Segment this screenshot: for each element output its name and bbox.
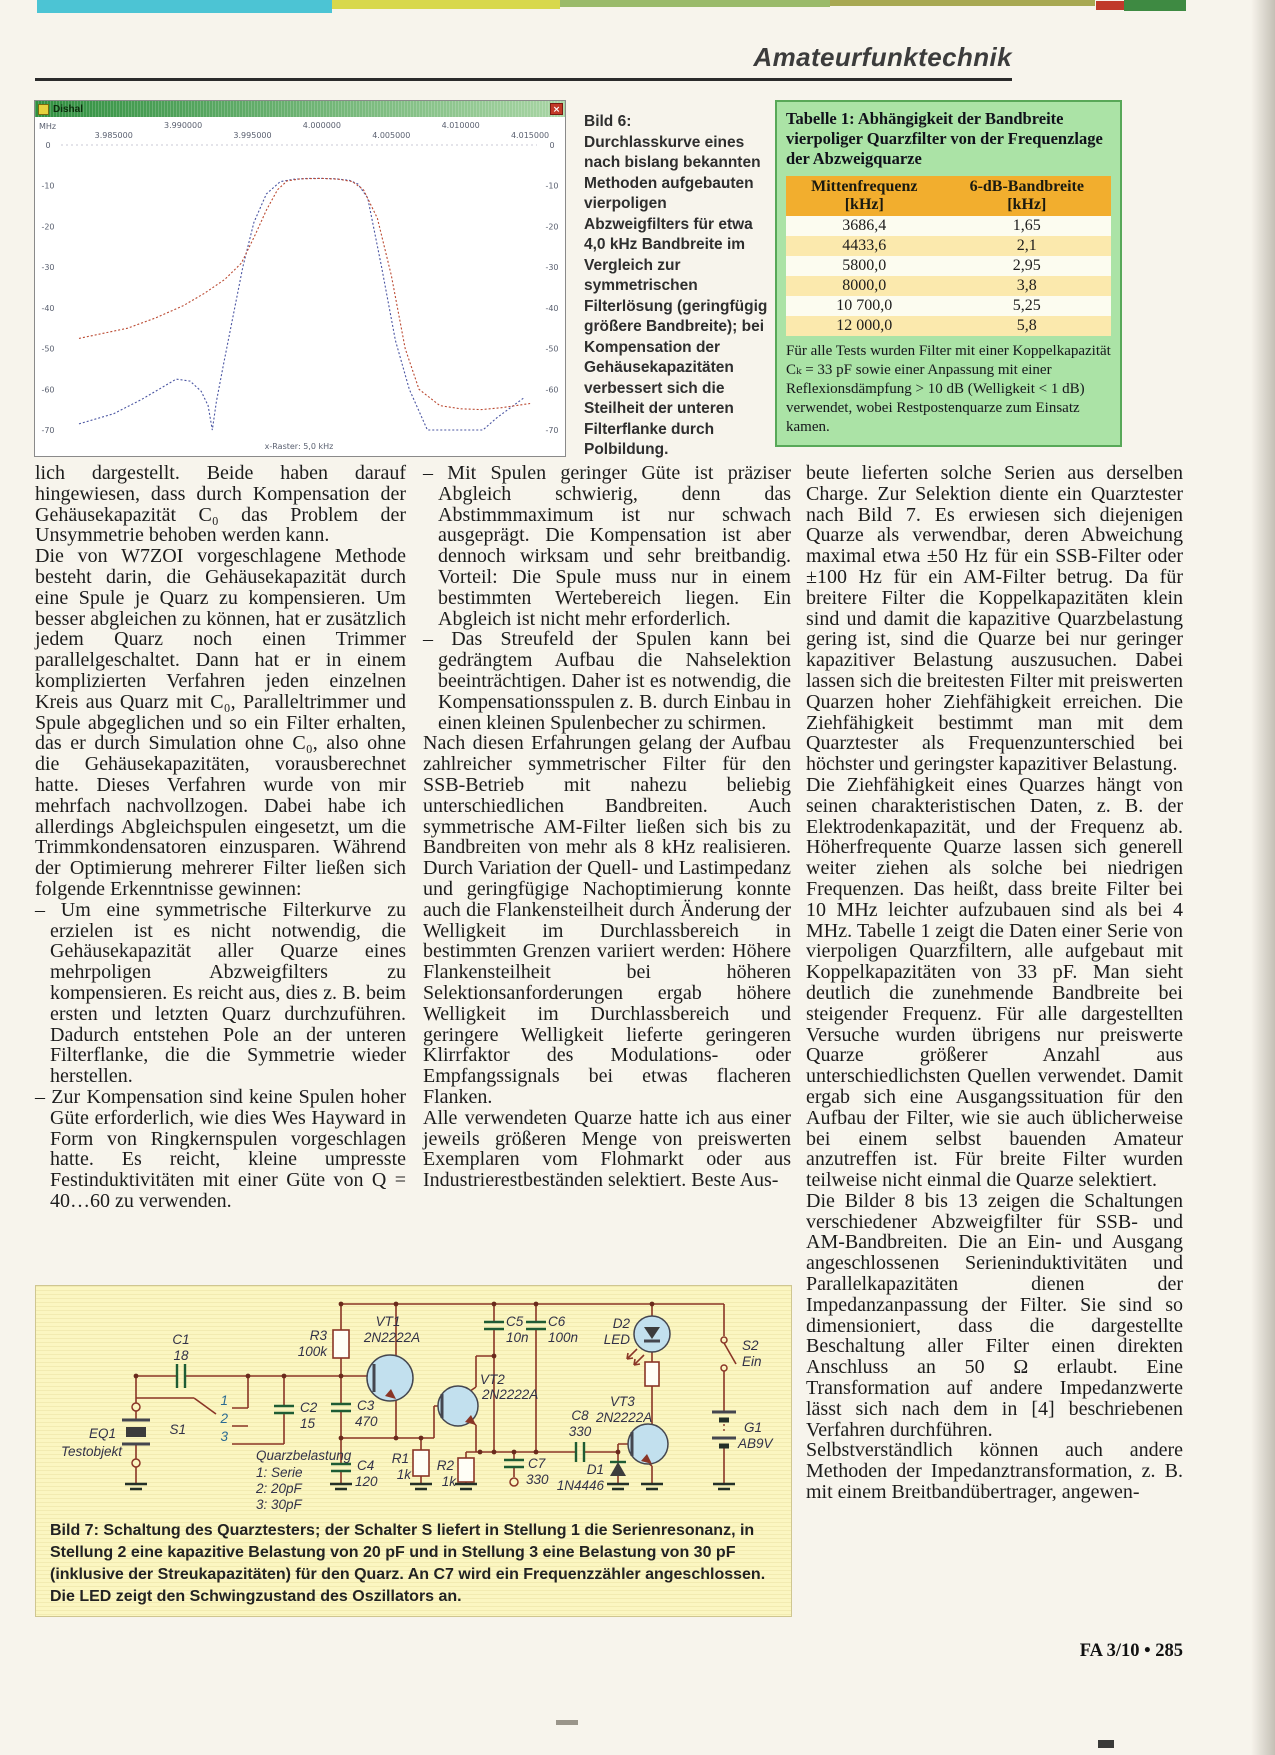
filter-curve: [79, 178, 530, 409]
label-r1-value: 1k: [396, 1467, 411, 1482]
label-load-1: 1: Serie: [256, 1465, 303, 1480]
axis-tick-label: -30: [545, 263, 559, 273]
axis-tick-label: 4.015000: [510, 131, 550, 140]
figure6-screenshot-window: [34, 100, 566, 457]
label-load-2: 2: 20pF: [256, 1481, 302, 1496]
column-1: [35, 463, 406, 1212]
paragraph: lich dargestellt. Beide haben darauf hingewiesen, dass durch Kompensation der Gehäusekapazität C₀ das Problem der Unsymmetrie behoben werden kann.: [35, 462, 406, 547]
label-s1: S1: [169, 1422, 186, 1437]
paragraph: – Um eine symmetrische Filterkurve zu erzielen ist es nicht notwendig, die Gehäusekapazität aller Quarze eines mehrpoligen Abzweigfilters zu kompensieren. Es reicht aus, dies z. B. beim ersten und letzten Quarz durchzuführen. Dadurch entstehen Pole an der unteren Filterflanke, die die Symmetrie wieder herstellen.: [35, 898, 406, 1088]
label-r3: R3: [309, 1328, 327, 1343]
table1-head-row: [786, 176, 1111, 216]
table-cell: 5,25: [943, 296, 1111, 316]
table-cell: 3,8: [943, 276, 1111, 296]
paragraph: – Mit Spulen geringer Güte ist präziser Abgleich schwierig, denn das Abstimmmaximum ist nur schwach ausgeprägt. Die Kompensation ist aber dennoch wirksam und sehr breitbandig. Vorteil: Die Spule muss nur in einem bestimmten Wertebereich liegen. Ein Abgleich ist nicht mehr erforderlich.: [423, 462, 791, 630]
label-g1: G1: [744, 1420, 763, 1435]
label-c7-value: 330: [526, 1472, 549, 1487]
table-cell: 12 000,0: [786, 316, 943, 336]
column-2: [423, 463, 791, 1191]
table-cell: 4433,6: [786, 236, 943, 256]
scan-artifact-cyan: [37, 0, 332, 13]
table-cell: 5800,0: [786, 256, 943, 276]
filter-curve: [79, 178, 525, 430]
axis-tick-label: -10: [545, 181, 559, 191]
label-c1: C1: [172, 1332, 190, 1347]
window-icon: [38, 104, 49, 115]
label-c3: C3: [357, 1398, 375, 1413]
scan-edge-shadow: [1251, 0, 1275, 1755]
scan-speck-1: [556, 1720, 578, 1725]
label-d1-value: 1N4446: [556, 1478, 604, 1493]
axis-tick-label: 3.990000: [164, 121, 203, 130]
table1-box: [775, 100, 1122, 447]
paragraph: Die Ziehfähigkeit eines Quarzes hängt von seinen charakteristischen Daten, z. B. der Elektrodenkapazität, und der Frequenz ab. Höherfrequente Quarze lassen sich generell weiter ziehen als solche bei niedrigen Frequenzen. Das heißt, dass breite Filter bei 10 MHz leichter aufzubauen sind als bei 4 MHz. Tabelle 1 zeigt die Daten einer Serie von vierpoligen Quarzfiltern, alle aufgebaut mit Koppelkapazitäten von 33 pF. Man sieht deutlich die zunehmende Bandbreite bei steigender Frequenz. Für alle dargestellten Versuche wurden übrigens nur preiswerte Quarze größerer Anzahl aus unterschiedlichsten Quellen verwendet. Damit ergab sich eine Ausgangssituation für den Aufbau der Filter, wie sie auch üblicherweise bei einem selbst bauenden Amateur anzutreffen ist. Für breite Filter wurden teilweise nicht einmal die Quarze selektiert.: [806, 773, 1183, 1192]
filter-curve-plot: [35, 117, 565, 457]
label-r2-value: 1k: [441, 1474, 456, 1489]
table-cell: 3686,4: [786, 216, 943, 236]
table-cell: 1,65: [943, 216, 1111, 236]
label-c5: C5: [506, 1314, 524, 1329]
label-load-3: 3: 30pF: [256, 1497, 302, 1512]
paragraph: Nach diesen Erfahrungen gelang der Aufbau zahlreicher symmetrischer Filter für den SSB-Betrieb mit nahezu beliebig unterschiedlichen Bandbreiten. Auch symmetrische AM-Filter ließen sich bis zu Bandbreiten von mehr als 8 kHz realisieren. Durch Variation der Quell- und Lastimpedanz und geringfügige Nachoptimierung konnte auch die Flankensteilheit durch Änderung der Welligkeit im Durchlassbereich in bestimmten Grenzen variiert werden: Höhere Flankensteilheit bei höheren Selektionsanforderungen ergab höhere Welligkeit im Durchlassbereich und geringere Welligkeit lieferte geringeren Klirrfaktor des Modulations- oder Empfangssignals bei etwas flacheren Flanken.: [423, 732, 791, 1108]
label-c7: C7: [528, 1456, 546, 1471]
axis-tick-label: -60: [545, 385, 559, 395]
axis-tick-label: 3.995000: [233, 131, 272, 140]
label-vt2-type: 2N2222A: [482, 1387, 539, 1402]
table1-title: Tabelle 1: Abhängigkeit der Bandbreite vierpoliger Quarzfilter von der Frequenzlage der Abzweigquarze: [786, 109, 1103, 168]
window-title: Dishal: [53, 103, 84, 115]
label-eq1-name: Testobjekt: [60, 1444, 122, 1459]
scan-artifact-red: [1096, 1, 1124, 10]
axis-tick-label: -40: [41, 303, 55, 313]
paragraph: beute lieferten solche Serien aus derselben Charge. Zur Selektion diente ein Quarztester nach Bild 7. Es erwiesen sich diejenigen Quarze als verwendbar, deren Abweichung maximal etwa ±50 Hz für ein SSB-Filter oder ±100 Hz für ein AM-Filter betrug. Da für breitere Filter die Koppelkapazitäten klein sind und damit die kapazitive Quarzbelastung gering ist, sind die Quarze bei nur geringer kapazitiver Belastung auszusuchen. Dabei lassen sich die breitesten Filter mit preiswerten Quarzen hoher Ziehfähigkeit erreichen. Die Ziehfähigkeit bestimmt man mit dem Quarztester als Frequenzunterschied bei höchster und geringster kapazitiver Belastung.: [806, 462, 1183, 776]
axis-tick-label: -50: [545, 344, 559, 354]
table-row: [786, 216, 1111, 236]
axis-tick-label: MHz: [39, 122, 57, 131]
table-row: [786, 236, 1111, 256]
label-vt2: VT2: [480, 1372, 505, 1387]
figure6-caption: [584, 112, 772, 461]
label-c8-value: 330: [568, 1424, 592, 1439]
figure6-caption-body: Durchlasskurve eines nach bislang bekannten Methoden aufgebauten vierpoligen Abzweigfilters für etwa 4,0 kHz Bandbreite im Vergleich zur symmetrischen Filterlösung (geringfügig größere Bandbreite); bei Kompensation der Gehäusekapazitäten verbessert sich die Steilheit der unteren Filterflanke durch Polbildung.: [584, 133, 768, 458]
axis-tick-label: -20: [41, 222, 55, 232]
axis-tick-label: -70: [41, 426, 55, 435]
axis-tick-label: 0: [45, 141, 51, 150]
figure7-caption: Bild 7: Schaltung des Quarztesters; der Schalter S liefert in Stellung 1 die Serienresonanz, in Stellung 2 eine kapazitive Belastung von 20 pF und in Stellung 3 eine Belastung von 30 pF (inklusive der Streukapazitäten) für den Quarz. An C7 wird ein Frequenzzähler angeschlossen. Die LED zeigt den Schwingzustand des Oszillators an.: [50, 1522, 766, 1605]
axis-tick-label: 4.010000: [441, 121, 480, 130]
paragraph: – Das Streufeld der Spulen kann bei gedrängtem Aufbau die Nahselektion beeinträchtigen. Daher ist es notwendig, die Kompensationsspulen z. B. durch Einbau in einen kleinen Spulenbecher zu schirmen.: [423, 628, 791, 734]
label-r1: R1: [391, 1451, 409, 1466]
figure7-box: [35, 1285, 792, 1617]
paragraph: – Zur Kompensation sind keine Spulen hoher Güte erforderlich, wie dies Wes Hayward in Form von Ringkernspulen vorgeschlagen hatte. Es reicht, kleine umpresste Festinduktivitäten mit einer Güte von Q = 40…60 zu verwenden.: [35, 1085, 406, 1212]
axis-tick-label: -40: [545, 303, 559, 313]
label-c5-value: 10n: [506, 1330, 529, 1345]
axis-tick-label: -70: [545, 426, 559, 435]
axis-tick-label: -50: [41, 344, 55, 354]
label-d1: D1: [586, 1462, 604, 1477]
axis-tick-label: -30: [41, 263, 55, 273]
table1-footnote: Für alle Tests wurden Filter mit einer Koppelkapazität Cₖ = 33 pF sowie einer Anpassung mit einer Reflexionsdämpfung > 10 dB (Welligkeit < 1 dB) verwendet, wobei Restpostenquarze zum Einsatz kamen.: [786, 343, 1111, 435]
table-cell: 2,1: [943, 236, 1111, 256]
scan-artifact-green2: [1124, 0, 1186, 11]
window-titlebar: [35, 101, 565, 117]
page-footer: FA 3/10 • 285: [1079, 1641, 1183, 1661]
table-cell: 5,8: [943, 316, 1111, 336]
scan-artifact-yellow: [332, 0, 560, 9]
label-g1-value: AB9V: [738, 1436, 773, 1451]
header-rule: [35, 78, 1012, 81]
table1-col-header: 6-dB-Bandbreite [kHz]: [943, 176, 1111, 216]
label-s2-value: Ein: [742, 1354, 762, 1369]
label-c3-value: 470: [355, 1414, 378, 1429]
label-c6-value: 100n: [548, 1330, 579, 1345]
table-cell: 8000,0: [786, 276, 943, 296]
axis-tick-label: -60: [41, 385, 55, 395]
label-vt1: VT1: [375, 1314, 401, 1329]
label-vt1-type: 2N2222A: [363, 1330, 421, 1345]
axis-tick-label: 0: [549, 141, 555, 150]
label-c8: C8: [571, 1408, 589, 1423]
axis-tick-label: 3.985000: [94, 131, 133, 140]
label-s1-pos2: 2: [220, 1411, 228, 1426]
axis-tick-label: -10: [41, 181, 55, 191]
axis-tick-label: x-Raster: 5,0 kHz: [264, 442, 334, 451]
label-r2: R2: [436, 1458, 454, 1473]
label-c4: C4: [357, 1458, 375, 1473]
table1: [786, 176, 1111, 336]
table-cell: 10 700,0: [786, 296, 943, 316]
scan-speck-2: [1098, 1740, 1114, 1748]
label-c1-value: 18: [173, 1348, 189, 1363]
paragraph: Die Bilder 8 bis 13 zeigen die Schaltungen verschiedener Abzweigfilter für SSB- und AM-Bandbreiten. Die an Ein- und Ausgang angeschlossenen Serieninduktivitäten und Parallelkapazitäten dienen der Impedanzanpassung der Filter. Sie sind so dimensioniert, dass die dargestellte Beschaltung aller Filter einen direkten Anschluss an 50 Ω erlaubt. Eine Transformation auf andere Impedanzwerte lässt sich nach dem in [4] beschriebenen Verfahren durchführen.: [806, 1189, 1183, 1441]
label-s1-pos1: 1: [220, 1393, 228, 1408]
figure6-caption-title: Bild 6:: [584, 113, 632, 130]
table-row: [786, 276, 1111, 296]
label-eq1: EQ1: [88, 1426, 116, 1441]
table-row: [786, 256, 1111, 276]
label-s2: S2: [742, 1338, 759, 1353]
label-d2-value: LED: [603, 1332, 630, 1347]
label-c4-value: 120: [355, 1474, 378, 1489]
scan-artifact-green: [560, 0, 830, 7]
label-c2-value: 15: [300, 1416, 316, 1431]
table-row: [786, 316, 1111, 336]
label-c2: C2: [300, 1400, 318, 1415]
label-vt3-type: 2N2222A: [596, 1410, 653, 1425]
quarztester-schematic: [36, 1286, 791, 1514]
table-cell: 2,95: [943, 256, 1111, 276]
label-d2: D2: [612, 1316, 630, 1331]
paragraph: Alle verwendeten Quarze hatte ich aus einer jeweils größeren Menge von preiswerten Exemplaren vom Flohmarkt oder aus Industrierestbeständen selektiert. Beste Aus-: [423, 1106, 791, 1192]
axis-tick-label: -20: [545, 222, 559, 232]
table1-col-header: Mittenfrequenz [kHz]: [786, 176, 943, 216]
label-vt3: VT3: [610, 1394, 635, 1409]
label-r3-value: 100k: [297, 1344, 327, 1359]
paragraph: Die von W7ZOI vorgeschlagene Methode besteht darin, die Gehäusekapazität durch eine Spule je Quarz zu kompensieren. Um besser abgleichen zu können, hat er zusätzlich jedem Quarz noch einen Trimmer parallelgeschaltet. Dann hat er in einem komplizierten Verfahren jeden einzelnen Kreis aus Quarz mit C₀, Paralleltrimmer und Spule abgeglichen und so ein Filter erhalten, das er durch Simulation ohne C₀, also ohne die Gehäusekapazitäten, vorausberechnet hatte. Dieses Verfahren wurde von mir mehrfach nachvollzogen. Dabei habe ich allerdings Abgleichspulen eingesetzt, um die Trimmkondensatoren einzusparen. Während der Optimierung mehrerer Filter ließen sich folgende Erkenntnisse gewinnen:: [35, 545, 406, 900]
axis-tick-label: 4.005000: [372, 131, 411, 140]
label-s1-pos3: 3: [220, 1429, 228, 1444]
axis-tick-label: 4.000000: [302, 121, 341, 130]
label-load-title: Quarzbelastung: [256, 1448, 352, 1463]
close-icon: ×: [550, 103, 563, 115]
schematic-components: [122, 1302, 736, 1489]
paragraph: Selbstverständlich können auch andere Methoden der Impedanztransformation, z. B. mit einem Breitbandübertrager, angewen-: [806, 1439, 1183, 1504]
label-c6: C6: [548, 1314, 566, 1329]
table-row: [786, 296, 1111, 316]
table1-body: [786, 216, 1111, 336]
column-3: [806, 463, 1183, 1503]
scan-artifact-olive: [830, 0, 1095, 6]
section-header: Amateurfunktechnik: [753, 42, 1012, 72]
